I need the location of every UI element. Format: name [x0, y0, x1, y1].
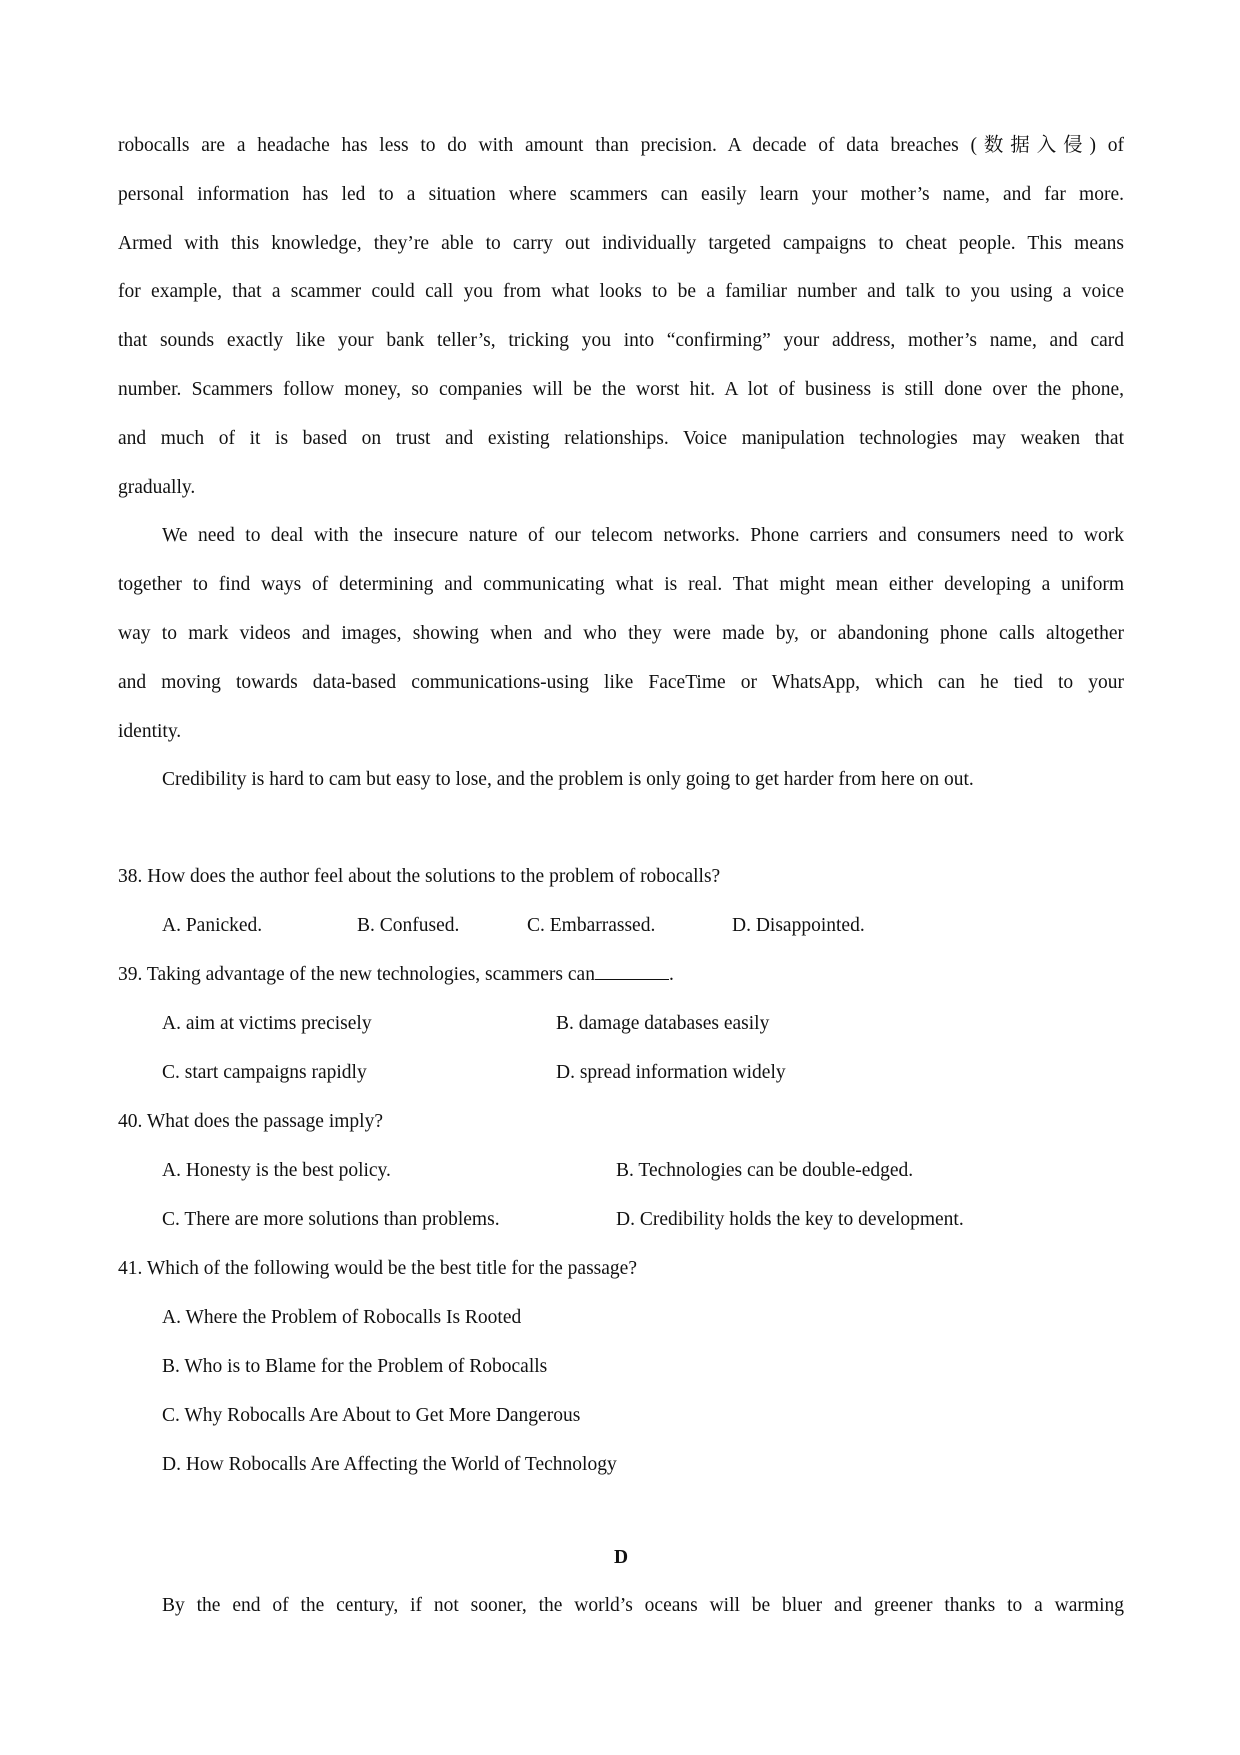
option-b[interactable]: B. Who is to Blame for the Problem of Robocalls: [162, 1356, 548, 1377]
option-d[interactable]: D. How Robocalls Are Affecting the World of Technology: [162, 1454, 617, 1475]
option-c[interactable]: C. start campaigns rapidly: [162, 1062, 367, 1083]
question-stem: 41. Which of the following would be the best title for the passage?: [118, 1258, 637, 1279]
question-stem-text: 39. Taking advantage of the new technologies, scammers can: [118, 964, 595, 985]
question-list: [118, 852, 1124, 1489]
option-a[interactable]: A. Honesty is the best policy.: [162, 1160, 391, 1181]
question-38: [118, 852, 1124, 950]
passage-line: gradually.: [118, 476, 196, 498]
question-stem: [118, 950, 1124, 999]
option-c[interactable]: C. There are more solutions than problems.: [162, 1209, 500, 1230]
option-b[interactable]: B. Technologies can be double-edged.: [616, 1160, 914, 1181]
question-39: [118, 950, 1124, 1097]
options-row: [118, 1146, 1124, 1195]
passage-line: for example, that a scammer could call you from what looks to be a familiar number and talk to you using a voice: [118, 281, 1124, 303]
options-row: [118, 1195, 1124, 1244]
section-heading: D: [613, 1547, 629, 1568]
option-c[interactable]: C. Why Robocalls Are About to Get More Dangerous: [162, 1405, 581, 1426]
question-stem: 38. How does the author feel about the solutions to the problem of robocalls?: [118, 866, 721, 887]
paragraph-telecom-networks: [118, 512, 1124, 756]
passage-line: that sounds exactly like your bank teller’s, tricking you into “confirming” your address, mother’s name, and card: [118, 330, 1124, 352]
option-d[interactable]: D. Disappointed.: [732, 915, 865, 936]
question-41: [118, 1244, 1124, 1489]
passage-c-continuation: [118, 122, 1124, 805]
passage-line: We need to deal with the insecure nature of our telecom networks. Phone carriers and consumers need to work: [162, 525, 1124, 547]
passage-line: robocalls are a headache has less to do with amount than precision. A decade of data breaches (数据入侵) of: [118, 135, 1124, 156]
passage-line: By the end of the century, if not sooner, the world’s oceans will be bluer and greener thanks to a warming: [162, 1595, 1124, 1616]
passage-line: identity.: [118, 720, 182, 742]
option-b[interactable]: B. damage databases easily: [556, 1013, 770, 1034]
options-row: [118, 999, 1124, 1048]
option-d[interactable]: D. spread information widely: [556, 1062, 786, 1083]
option-a[interactable]: A. aim at victims precisely: [162, 1013, 372, 1034]
passage-line: number. Scammers follow money, so companies will be the worst hit. A lot of business is still done over the phone,: [118, 378, 1124, 400]
option-a[interactable]: A. Panicked.: [162, 915, 263, 936]
question-40: [118, 1097, 1124, 1244]
question-stem-end: .: [668, 964, 674, 985]
paragraph-credibility: Credibility is hard to cam but easy to lose, and the problem is only going to get harder from here on out.: [162, 769, 974, 791]
passage-line: Armed with this knowledge, they’re able to carry out individually targeted campaigns to cheat people. This means: [118, 232, 1124, 254]
options-row: [118, 901, 1124, 950]
options-row: [118, 1048, 1124, 1097]
paragraph-robocalls-precision: [118, 122, 1124, 512]
passage-line: and much of it is based on trust and existing relationships. Voice manipulation technologies may weaken that: [118, 427, 1124, 449]
question-stem: 40. What does the passage imply?: [118, 1111, 383, 1132]
option-d[interactable]: D. Credibility holds the key to development.: [616, 1209, 964, 1230]
option-c[interactable]: C. Embarrassed.: [527, 915, 656, 936]
answer-blank: [595, 961, 669, 980]
passage-line: together to find ways of determining and communicating what is real. That might mean either developing a uniform: [118, 574, 1124, 596]
option-a[interactable]: A. Where the Problem of Robocalls Is Rooted: [162, 1307, 522, 1328]
passage-line: and moving towards data-based communications-using like FaceTime or WhatsApp, which can he tied to your: [118, 671, 1124, 693]
passage-d: [118, 1534, 1124, 1631]
option-b[interactable]: B. Confused.: [357, 915, 460, 936]
passage-line: personal information has led to a situation where scammers can easily learn your mother’s name, and far more.: [118, 183, 1124, 205]
passage-line: way to mark videos and images, showing when and who they were made by, or abandoning phone calls altogether: [118, 622, 1124, 644]
